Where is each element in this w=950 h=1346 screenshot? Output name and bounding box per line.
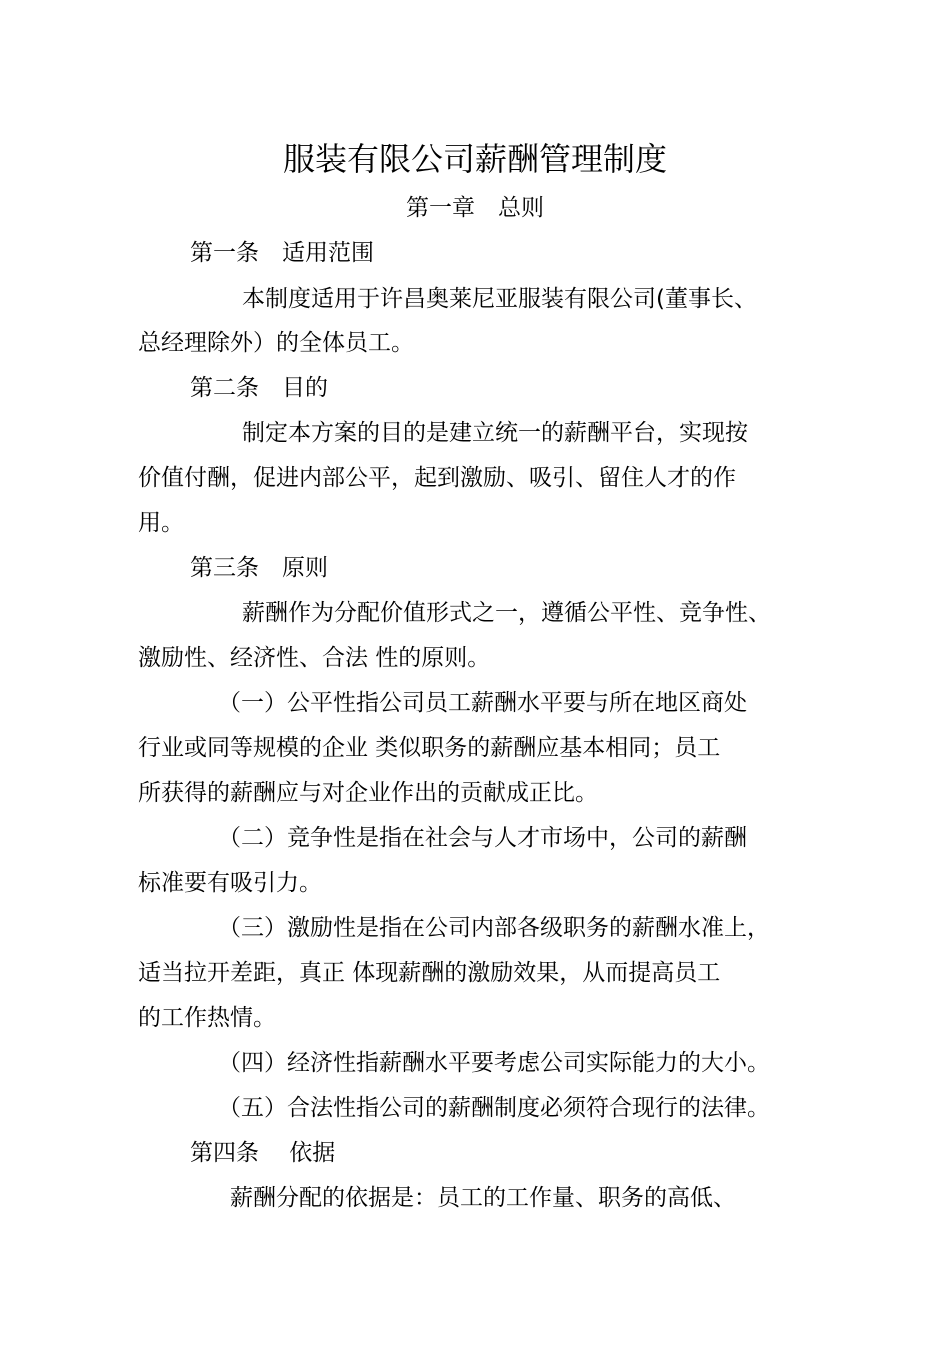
chapter-heading: 第一章 总则 bbox=[406, 195, 544, 221]
list-item-line: （一）公平性指公司员工薪酬水平要与所在地区商处 bbox=[218, 690, 747, 716]
paragraph-line: 本制度适用于许昌奥莱尼亚服装有限公司(董事长、 bbox=[242, 286, 757, 312]
list-item-line: （三）激励性是指在公司内部各级职务的薪酬水准上， bbox=[218, 915, 770, 941]
paragraph-line: 总经理除外）的全体员工。 bbox=[138, 330, 414, 356]
list-item-line: 适当拉开差距，真正 体现薪酬的激励效果，从而提高员工 bbox=[138, 960, 721, 986]
paragraph-line: 薪酬分配的依据是：员工的工作量、职务的高低、 bbox=[230, 1185, 736, 1211]
paragraph-line: 价值付酬，促进内部公平，起到激励、吸引、留住人才的作 bbox=[138, 465, 736, 491]
paragraph-line: 激励性、经济性、合法 性的原则。 bbox=[138, 645, 491, 671]
list-item-line: （二）竞争性是指在社会与人才市场中，公司的薪酬 bbox=[218, 825, 747, 851]
paragraph-line: 用。 bbox=[138, 510, 184, 536]
list-item-line: （五）合法性指公司的薪酬制度必须符合现行的法律。 bbox=[218, 1095, 770, 1121]
list-item-line: 行业或同等规模的企业 类似职务的薪酬应基本相同；员工 bbox=[138, 735, 721, 761]
article-3-heading: 第三条 原则 bbox=[190, 555, 328, 581]
paragraph-line: 制定本方案的目的是建立统一的薪酬平台，实现按 bbox=[242, 420, 748, 446]
list-item-line: 所获得的薪酬应与对企业作出的贡献成正比。 bbox=[138, 780, 598, 806]
article-1-heading: 第一条 适用范围 bbox=[190, 240, 374, 266]
article-2-heading: 第二条 目的 bbox=[190, 375, 328, 401]
list-item-line: 的工作热情。 bbox=[138, 1005, 276, 1031]
paragraph-line: 薪酬作为分配价值形式之一，遵循公平性、竞争性、 bbox=[242, 600, 771, 626]
article-4-heading: 第四条 依据 bbox=[190, 1140, 336, 1166]
list-item-line: （四）经济性指薪酬水平要考虑公司实际能力的大小。 bbox=[218, 1050, 770, 1076]
document-title: 服装有限公司薪酬管理制度 bbox=[282, 140, 667, 178]
list-item-line: 标准要有吸引力。 bbox=[138, 870, 322, 896]
